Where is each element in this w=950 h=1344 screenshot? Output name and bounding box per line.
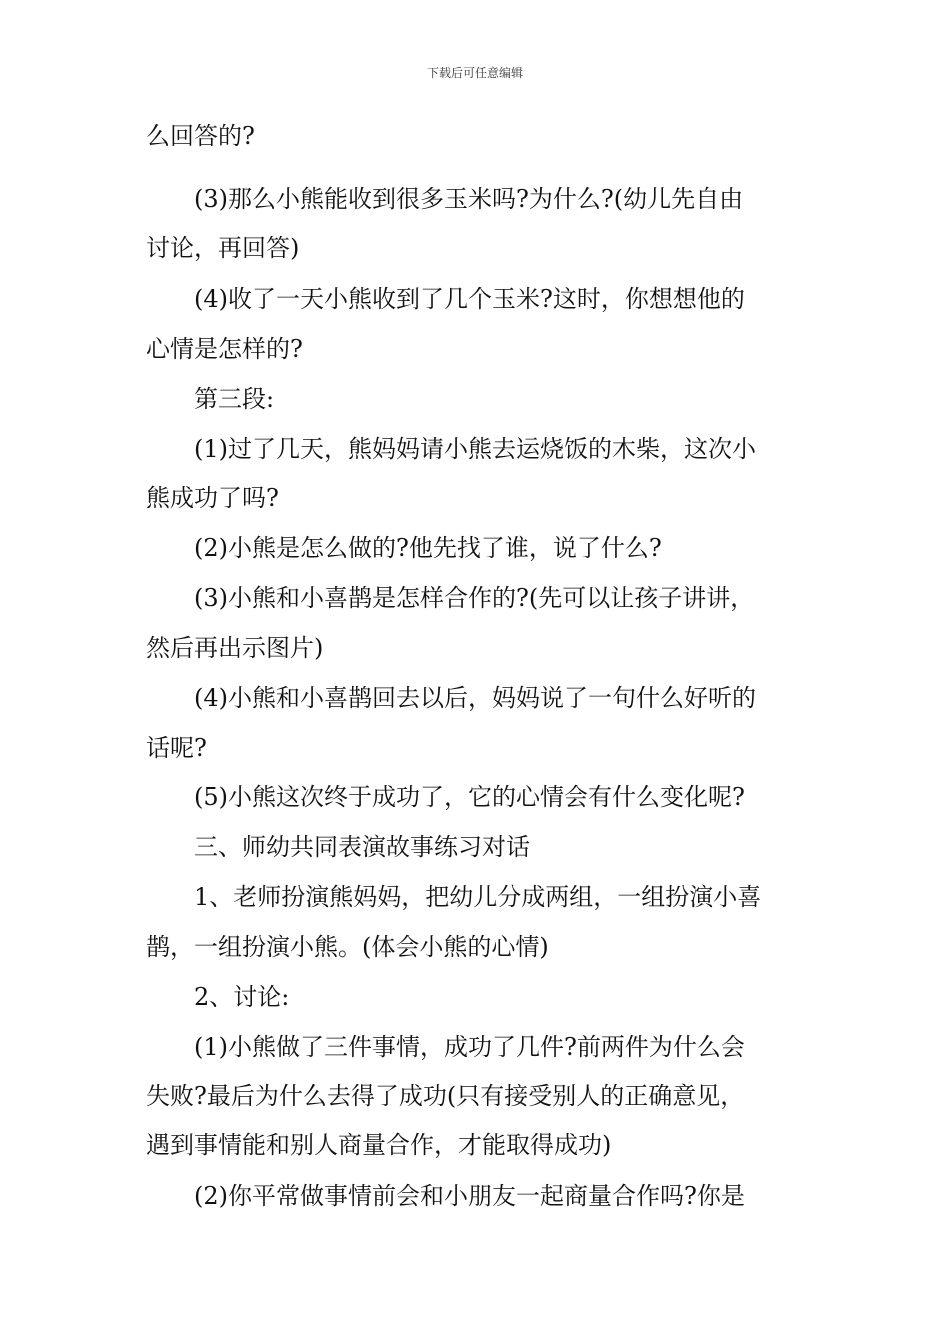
section-heading: 第三段: — [194, 385, 275, 413]
text-line: 心情是怎样的? — [146, 335, 303, 363]
text-line: 然后再出示图片) — [146, 634, 324, 662]
text-line: (4)小熊和小喜鹊回去以后，妈妈说了一句什么好听的 — [194, 684, 756, 712]
text-line: 讨论，再回答) — [146, 234, 300, 262]
text-line: (1)过了几天，熊妈妈请小熊去运烧饭的木柴，这次小 — [194, 435, 756, 463]
text-line: (3)那么小熊能收到很多玉米吗?为什么?(幼儿先自由 — [194, 185, 744, 213]
text-line: 熊成功了吗? — [146, 484, 279, 512]
page-header: 下载后可任意编辑 — [426, 66, 523, 80]
text-line: 遇到事情能和别人商量合作，才能取得成功) — [146, 1131, 612, 1159]
text-line: (2)小熊是怎么做的?他先找了谁，说了什么? — [194, 534, 662, 562]
text-line: 鹊，一组扮演小熊。(体会小熊的心情) — [146, 933, 549, 961]
text-line: (4)收了一天小熊收到了几个玉米?这时，你想想他的 — [194, 285, 745, 313]
text-line: (1)小熊做了三件事情，成功了几件?前两件为什么会 — [194, 1033, 745, 1061]
text-line: 么回答的? — [146, 122, 255, 150]
text-line: 2、讨论: — [194, 983, 290, 1011]
text-line: 话呢? — [146, 734, 207, 762]
text-line: 1、老师扮演熊妈妈，把幼儿分成两组，一组扮演小喜 — [194, 883, 762, 911]
text-line: (2)你平常做事情前会和小朋友一起商量合作吗?你是 — [194, 1182, 745, 1210]
text-line: (3)小熊和小喜鹊是怎样合作的?(先可以让孩子讲讲， — [194, 584, 755, 612]
section-heading: 三、师幼共同表演故事练习对话 — [194, 833, 530, 861]
text-line: 失败?最后为什么去得了成功(只有接受别人的正确意见， — [146, 1082, 745, 1110]
text-line: (5)小熊这次终于成功了，它的心情会有什么变化呢? — [194, 783, 745, 811]
